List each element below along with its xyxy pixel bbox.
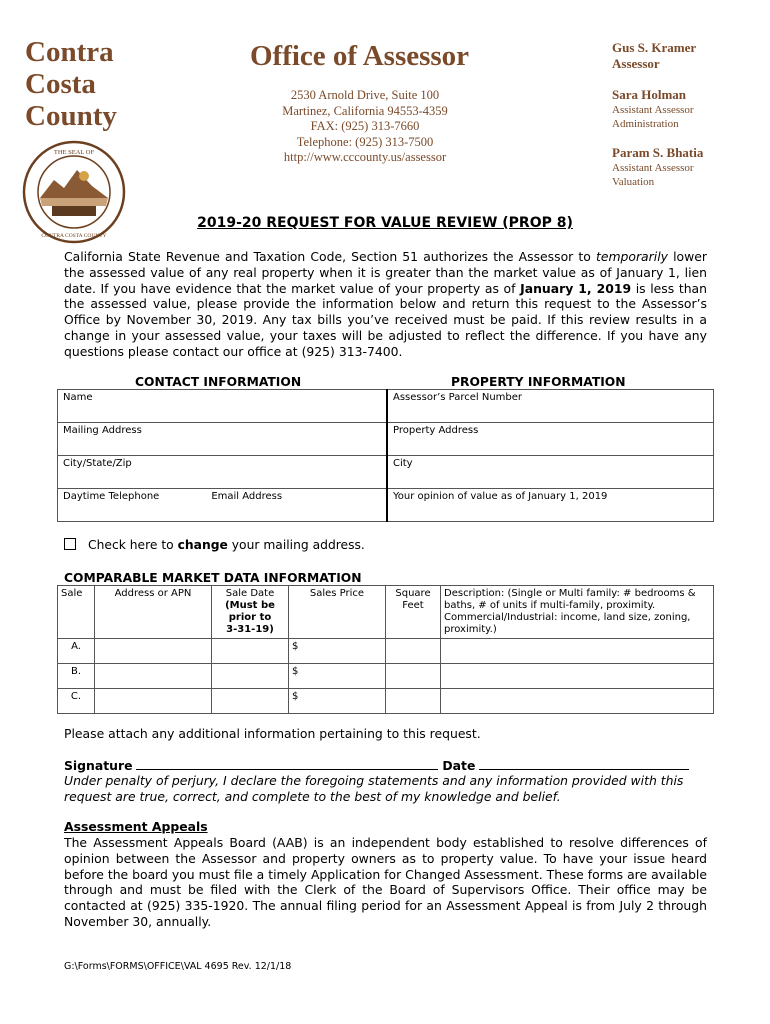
col-sales-price: Sales Price — [289, 586, 386, 639]
county-name: Contra Costa County — [25, 36, 117, 132]
attach-note: Please attach any additional information pertaining to this request. — [64, 726, 481, 741]
change-address-checkbox[interactable] — [64, 538, 76, 550]
name-field[interactable]: Name — [58, 390, 388, 423]
sales-price-cell[interactable]: $ — [289, 664, 386, 689]
intro-paragraph: California State Revenue and Taxation Code, Section 51 authorizes the Assessor to temporarily lower the assessed value of any real property when it is greater than the market value as of January 1, lien date. If you have evidence that the market value of your property as of January 1, 2019 is less than the assessed value, please provide the information below and return this request to the Assessor’s Office by November 30, 2019. Any tax bills you’ve received must be paid. If this review results in a change in your assessed value, your taxes will be adjusted to reflect the difference. If you have any questions please contact our office at (925) 313-7400. — [64, 249, 707, 359]
opinion-of-value-field[interactable]: Your opinion of value as of January 1, 2019 — [387, 489, 714, 522]
table-row — [58, 689, 714, 714]
description-cell[interactable] — [441, 689, 714, 714]
col-sale: Sale — [58, 586, 95, 639]
svg-text:CONTRA COSTA COUNTY: CONTRA COSTA COUNTY — [41, 233, 107, 239]
address-cell[interactable] — [95, 639, 212, 664]
col-square-feet: Square Feet — [386, 586, 441, 639]
signature-row — [64, 757, 709, 774]
perjury-statement: Under penalty of perjury, I declare the foregoing statements and any information provided with this request are true, correct, and complete to the best of my knowledge and belief. — [64, 773, 684, 804]
contact-heading: CONTACT INFORMATION — [135, 375, 302, 389]
square-feet-cell[interactable] — [386, 689, 441, 714]
appeals-heading: Assessment Appeals — [64, 819, 208, 834]
address-cell[interactable] — [95, 689, 212, 714]
table-row — [58, 664, 714, 689]
row-label: A. — [58, 639, 95, 664]
date-label: Date — [442, 758, 476, 773]
comparable-table — [57, 585, 714, 714]
city-state-zip-field[interactable]: City/State/Zip — [58, 456, 388, 489]
phone-label: Daytime Telephone — [63, 491, 160, 502]
staff-title: Administration — [612, 118, 679, 130]
address-cell[interactable] — [95, 664, 212, 689]
col-address: Address or APN — [95, 586, 212, 639]
square-feet-cell[interactable] — [386, 664, 441, 689]
date-line[interactable] — [479, 757, 689, 770]
staff-title: Assistant Assessor — [612, 162, 694, 174]
staff-title: Assistant Assessor — [612, 104, 694, 116]
staff-list — [612, 40, 762, 189]
table-row — [58, 639, 714, 664]
col-description: Description: (Single or Multi family: # bedrooms & baths, # of units if multi-family, proximity. Commercial/Industrial: income, land size, zoning, proximity.) — [441, 586, 714, 639]
mailing-address-field[interactable]: Mailing Address — [58, 423, 388, 456]
staff-name: Sara Holman — [612, 87, 687, 102]
property-address-field[interactable]: Property Address — [387, 423, 714, 456]
office-title: Office of Assessor — [250, 40, 470, 72]
staff-title: Valuation — [612, 176, 655, 188]
change-address-row: Check here to change your mailing address. — [64, 538, 365, 552]
col-sale-date: Sale Date (Must be prior to 3-31-19) — [212, 586, 289, 639]
row-label: C. — [58, 689, 95, 714]
sales-price-cell[interactable]: $ — [289, 639, 386, 664]
staff-name: Param S. Bhatia — [612, 145, 704, 160]
contact-property-table — [57, 389, 714, 522]
row-label: B. — [58, 664, 95, 689]
website-link[interactable]: http://www.cccounty.us/assessor — [283, 150, 447, 165]
appeals-paragraph: The Assessment Appeals Board (AAB) is an independent body established to resolve differences of opinion between the Assessor and property owners as to property value. To have your issue heard before the board you must file a timely Application for Changed Assessment. These forms are available through and must be filed with the Clerk of the Board of Supervisors Office. Their office may be contacted at (925) 335-1920. The annual filing period for an Assessment Appeal is from July 2 through November 30, annually. — [64, 835, 707, 929]
signature-line[interactable] — [136, 757, 438, 770]
property-heading: PROPERTY INFORMATION — [451, 375, 626, 389]
svg-text:THE SEAL OF: THE SEAL OF — [53, 149, 95, 156]
parcel-number-field[interactable]: Assessor’s Parcel Number — [387, 390, 714, 423]
form-footer: G:\Forms\FORMS\OFFICE\VAL 4695 Rev. 12/1/18 — [64, 961, 292, 972]
form-title: 2019-20 REQUEST FOR VALUE REVIEW (PROP 8) — [197, 215, 573, 231]
comparable-heading: COMPARABLE MARKET DATA INFORMATION — [64, 571, 362, 585]
square-feet-cell[interactable] — [386, 639, 441, 664]
sale-date-cell[interactable] — [212, 689, 289, 714]
signature-label: Signature — [64, 758, 133, 773]
office-address: 2530 Arnold Drive, Suite 100 Martinez, California 94553-4359 FAX: (925) 313-7660 Telephone: (925) 313-7500 http://www.cccounty.us/assessor — [260, 88, 470, 166]
sale-date-cell[interactable] — [212, 664, 289, 689]
sale-date-cell[interactable] — [212, 639, 289, 664]
sales-price-cell[interactable]: $ — [289, 689, 386, 714]
description-cell[interactable] — [441, 639, 714, 664]
description-cell[interactable] — [441, 664, 714, 689]
staff-name: Gus S. Kramer — [612, 40, 697, 55]
phone-email-field[interactable] — [58, 489, 388, 522]
staff-title: Assessor — [612, 56, 660, 71]
city-field[interactable]: City — [387, 456, 714, 489]
email-label: Email Address — [211, 491, 283, 502]
